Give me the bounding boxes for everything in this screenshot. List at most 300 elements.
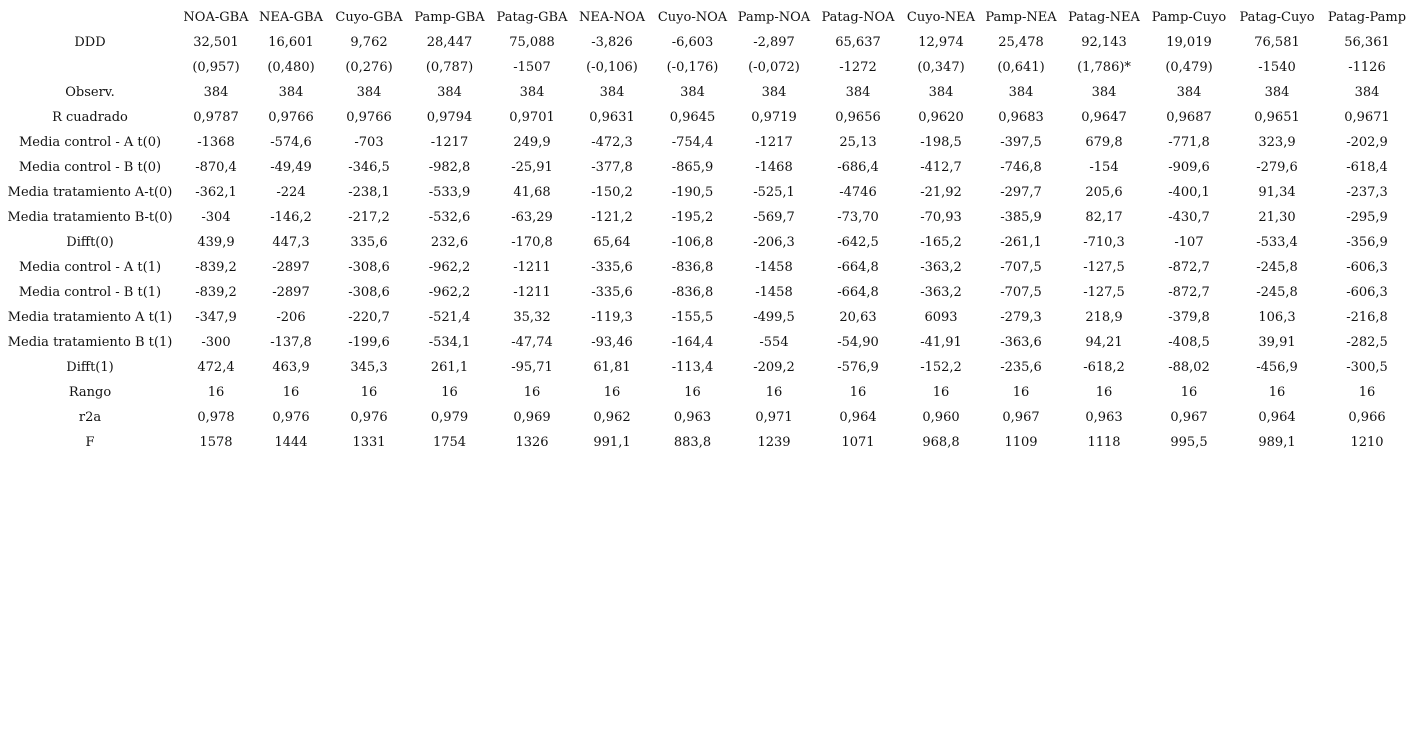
table-cell: -554	[759, 335, 789, 350]
table-cell: 249,9	[513, 135, 551, 150]
table-cell: 995,5	[1170, 435, 1208, 450]
table-cell: -642,5	[837, 235, 879, 250]
table-cell: -127,5	[1083, 260, 1125, 275]
table-cell: -150,2	[591, 185, 633, 200]
table-cell: -1211	[513, 285, 551, 300]
table-cell: -245,8	[1256, 285, 1298, 300]
table-cell: -63,29	[511, 210, 553, 225]
table-cell: 447,3	[272, 235, 310, 250]
table-cell: 0,964	[839, 410, 877, 425]
table-cell: 75,088	[509, 35, 555, 50]
table-cell: -1217	[755, 135, 793, 150]
table-cell: -1458	[755, 260, 793, 275]
table-cell: (0,479)	[1165, 60, 1213, 75]
row-label: Media control - B t(0)	[18, 160, 162, 175]
table-row	[0, 355, 1412, 380]
table-cell: (0,480)	[267, 60, 315, 75]
table-row	[0, 205, 1412, 230]
table-row	[0, 380, 1412, 405]
table-cell: 261,1	[430, 360, 469, 375]
table-cell: -199,6	[348, 335, 390, 350]
table-cell: 0,9787	[193, 110, 239, 125]
table-cell: -165,2	[920, 235, 962, 250]
table-cell: 16	[360, 385, 378, 400]
table-cell: (0,641)	[997, 60, 1045, 75]
table-cell: -1458	[755, 285, 793, 300]
table-cell: 92,143	[1081, 35, 1127, 50]
table-cell: 0,9656	[835, 110, 881, 125]
table-cell: -206	[276, 310, 306, 325]
table-cell: -1126	[1348, 60, 1386, 75]
table-cell: -107	[1174, 235, 1204, 250]
table-cell: -686,4	[837, 160, 879, 175]
table-cell: -300,5	[1346, 360, 1388, 375]
row-label: Media tratamiento A t(1)	[7, 310, 173, 325]
table-cell: 16	[1268, 385, 1286, 400]
table-cell: 106,3	[1258, 310, 1296, 325]
table-cell: -47,74	[511, 335, 553, 350]
table-cell: -237,3	[1346, 185, 1388, 200]
table-cell: -962,2	[428, 260, 471, 275]
table-cell: 0,9719	[751, 110, 797, 125]
row-label: DDD	[74, 35, 106, 50]
table-cell: -576,9	[837, 360, 879, 375]
table-cell: -245,8	[1256, 260, 1298, 275]
table-cell: 0,969	[513, 410, 551, 425]
table-cell: -703	[354, 135, 384, 150]
table-cell: -88,02	[1168, 360, 1210, 375]
table-cell: 384	[1091, 85, 1117, 100]
table-cell: 384	[845, 85, 871, 100]
table-cell: -235,6	[1000, 360, 1042, 375]
row-label: Media control - A t(0)	[18, 135, 162, 150]
table-cell: -379,8	[1168, 310, 1210, 325]
table-cell: 12,974	[918, 35, 964, 50]
table-cell: 6093	[924, 310, 958, 325]
row-label: Media tratamiento B t(1)	[7, 335, 173, 350]
table-cell: -346,5	[348, 160, 390, 175]
table-cell: 384	[1354, 85, 1380, 100]
table-cell: -532,6	[428, 210, 471, 225]
table-cell: -1217	[430, 135, 469, 150]
table-cell: -499,5	[753, 310, 795, 325]
table-cell: 0,9794	[426, 110, 473, 125]
table-cell: -198,5	[920, 135, 962, 150]
table-cell: 0,976	[272, 410, 310, 425]
row-label: Media tratamiento B-t(0)	[7, 210, 173, 225]
column-header: Pamp-NOA	[737, 10, 811, 25]
table-cell: -93,46	[591, 335, 633, 350]
table-cell: 16	[523, 385, 541, 400]
table-cell: -217,2	[348, 210, 390, 225]
table-cell: -525,1	[753, 185, 795, 200]
column-header: Pamp-Cuyo	[1151, 10, 1227, 25]
table-cell: -872,7	[1168, 260, 1210, 275]
results-table	[0, 5, 1412, 455]
table-cell: 1071	[841, 435, 875, 450]
table-cell: -304	[201, 210, 231, 225]
table-cell: 384	[680, 85, 705, 100]
table-cell: -836,8	[671, 285, 714, 300]
table-cell: -295,9	[1346, 210, 1388, 225]
table-cell: 991,1	[593, 435, 631, 450]
table-cell: -707,5	[1000, 260, 1042, 275]
table-cell: -106,8	[671, 235, 714, 250]
table-cell: -385,9	[1000, 210, 1042, 225]
table-cell: -127,5	[1083, 285, 1125, 300]
table-cell: 28,447	[426, 35, 473, 50]
table-cell: -4746	[839, 185, 877, 200]
table-cell: -1211	[513, 260, 551, 275]
table-cell: 0,9766	[346, 110, 392, 125]
table-cell: -308,6	[348, 260, 390, 275]
table-cell: 16	[603, 385, 621, 400]
table-cell: -839,2	[195, 285, 237, 300]
table-cell: 218,9	[1085, 310, 1123, 325]
table-cell: -49,49	[270, 160, 312, 175]
table-cell: 82,17	[1085, 210, 1123, 225]
table-cell: -297,7	[1000, 185, 1042, 200]
table-cell: 39,91	[1258, 335, 1296, 350]
table-cell: 16	[1358, 385, 1376, 400]
table-cell: 76,581	[1254, 35, 1300, 50]
table-cell: (-0,176)	[666, 60, 719, 75]
table-cell: 65,64	[593, 235, 631, 250]
table-cell: 0,9683	[998, 110, 1044, 125]
table-cell: 883,8	[673, 435, 712, 450]
table-cell: 16	[849, 385, 867, 400]
table-cell: 0,963	[673, 410, 712, 425]
table-cell: -865,9	[671, 160, 714, 175]
table-cell: -300	[201, 335, 231, 350]
table-cell: 384	[278, 85, 304, 100]
table-row	[0, 30, 1412, 55]
table-body	[0, 30, 1412, 455]
table-row	[0, 430, 1412, 455]
table-cell: -754,4	[671, 135, 714, 150]
table-cell: 16	[1012, 385, 1030, 400]
table-cell: 1239	[757, 435, 791, 450]
table-cell: 384	[519, 85, 545, 100]
table-cell: -521,4	[428, 310, 471, 325]
table-cell: 0,9620	[918, 110, 964, 125]
table-cell: -21,92	[920, 185, 962, 200]
table-cell: -574,6	[270, 135, 312, 150]
table-cell: 384	[599, 85, 625, 100]
column-header: Cuyo-NOA	[657, 10, 728, 25]
table-cell: 1754	[432, 435, 467, 450]
table-cell: -839,2	[195, 260, 237, 275]
column-header: Patag-NEA	[1068, 10, 1140, 25]
table-cell: -190,5	[671, 185, 714, 200]
table-cell: 16	[207, 385, 225, 400]
table-cell: -119,3	[591, 310, 633, 325]
table-cell: -533,9	[428, 185, 471, 200]
table-cell: 384	[1264, 85, 1290, 100]
row-label	[0, 55, 180, 80]
column-header: Cuyo-NEA	[906, 10, 976, 25]
table-cell: -1368	[197, 135, 235, 150]
table-cell: -534,1	[428, 335, 471, 350]
row-label: Media control - B t(1)	[18, 285, 162, 300]
table-cell: -95,71	[511, 360, 553, 375]
table-cell: 16	[282, 385, 300, 400]
table-row	[0, 180, 1412, 205]
table-cell: 16,601	[268, 35, 314, 50]
table-cell: -771,8	[1168, 135, 1210, 150]
table-cell: 16	[932, 385, 950, 400]
table-cell: 232,6	[430, 235, 469, 250]
table-cell: -1507	[513, 60, 551, 75]
table-cell: -1468	[755, 160, 793, 175]
table-row	[0, 330, 1412, 355]
table-cell: 0,9645	[669, 110, 716, 125]
table-cell: 968,8	[922, 435, 960, 450]
table-cell: -224	[276, 185, 306, 200]
table-cell: -363,2	[920, 285, 962, 300]
table-cell: 61,81	[593, 360, 631, 375]
table-cell: -154	[1089, 160, 1119, 175]
table-cell: -308,6	[348, 285, 390, 300]
table-cell: 205,6	[1085, 185, 1123, 200]
table-cell: 35,32	[513, 310, 551, 325]
table-cell: 384	[356, 85, 382, 100]
column-header: NOA-GBA	[183, 10, 249, 25]
table-cell: 41,68	[513, 185, 551, 200]
table-cell: -279,6	[1256, 160, 1298, 175]
column-header: Patag-GBA	[496, 10, 568, 25]
table-cell: -363,6	[1000, 335, 1042, 350]
table-cell: -2897	[272, 285, 310, 300]
table-cell: -664,8	[837, 285, 879, 300]
table-cell: -282,5	[1346, 335, 1388, 350]
row-label: Observ.	[65, 85, 115, 100]
table-cell: 1444	[274, 435, 308, 450]
table-cell: -397,5	[1000, 135, 1042, 150]
table-cell: 0,963	[1085, 410, 1123, 425]
table-cell: -155,5	[671, 310, 714, 325]
table-cell: -70,93	[920, 210, 962, 225]
column-header: Pamp-NEA	[985, 10, 1057, 25]
table-cell: -209,2	[753, 360, 795, 375]
table-cell: 384	[203, 85, 229, 100]
table-cell: 0,971	[755, 410, 793, 425]
table-cell: -430,7	[1168, 210, 1210, 225]
table-cell: -870,4	[195, 160, 237, 175]
table-row	[0, 130, 1412, 155]
table-cell: -412,7	[920, 160, 962, 175]
table-cell: 1326	[515, 435, 549, 450]
table-cell: 19,019	[1166, 35, 1212, 50]
table-cell: -356,9	[1346, 235, 1388, 250]
table-cell: 0,966	[1348, 410, 1386, 425]
table-row	[0, 80, 1412, 105]
table-cell: -2,897	[753, 35, 795, 50]
table-cell: (0,276)	[345, 60, 393, 75]
table-cell: 0,9766	[268, 110, 314, 125]
table-cell: -408,5	[1168, 335, 1210, 350]
table-cell: -54,90	[837, 335, 879, 350]
table-cell: -347,9	[195, 310, 237, 325]
table-cell: -261,1	[1000, 235, 1042, 250]
corner-cell	[0, 5, 180, 30]
table-cell: 384	[928, 85, 954, 100]
table-cell: 25,478	[998, 35, 1044, 50]
table-cell: -2897	[272, 260, 310, 275]
table-cell: -472,3	[591, 135, 633, 150]
table-cell: 0,9701	[509, 110, 555, 125]
table-cell: 335,6	[350, 235, 388, 250]
table-cell: 25,13	[839, 135, 877, 150]
row-label: Difft(0)	[66, 235, 114, 250]
table-cell: -6,603	[671, 35, 714, 50]
table-cell: -982,8	[428, 160, 471, 175]
table-cell: -1540	[1258, 60, 1296, 75]
table-row	[0, 105, 1412, 130]
table-cell: 345,3	[350, 360, 388, 375]
table-cell: -202,9	[1346, 135, 1388, 150]
column-header: Cuyo-GBA	[335, 10, 403, 25]
table-row	[0, 255, 1412, 280]
table-row	[0, 305, 1412, 330]
table-cell: -606,3	[1346, 260, 1388, 275]
column-header: NEA-NOA	[578, 10, 646, 25]
header-row	[0, 5, 1412, 30]
table-cell: 0,9651	[1254, 110, 1300, 125]
table-cell: -569,7	[753, 210, 795, 225]
table-cell: -618,2	[1083, 360, 1125, 375]
table-cell: 1331	[352, 435, 386, 450]
table-cell: -3,826	[591, 35, 633, 50]
table-cell: -1272	[839, 60, 877, 75]
table-cell: (0,347)	[917, 60, 965, 75]
table-cell: 384	[437, 85, 462, 100]
table-cell: 16	[765, 385, 783, 400]
table-cell: -335,6	[591, 260, 633, 275]
table-cell: -170,8	[511, 235, 553, 250]
table-cell: (0,787)	[425, 60, 474, 75]
table-cell: -664,8	[837, 260, 879, 275]
table-cell: -279,3	[1000, 310, 1042, 325]
table-cell: -146,2	[270, 210, 312, 225]
table-cell: 472,4	[197, 360, 235, 375]
table-cell: 989,1	[1258, 435, 1296, 450]
row-label: F	[85, 435, 95, 450]
table-cell: 9,762	[350, 35, 388, 50]
table-cell: -121,2	[591, 210, 633, 225]
table-cell: -195,2	[671, 210, 714, 225]
table-row	[0, 405, 1412, 430]
table-cell: 16	[1095, 385, 1113, 400]
table-cell: 0,967	[1002, 410, 1040, 425]
column-header: Patag-NOA	[821, 10, 895, 25]
table-cell: -962,2	[428, 285, 471, 300]
table-cell: 0,960	[922, 410, 960, 425]
table-row	[0, 230, 1412, 255]
table-row	[0, 280, 1412, 305]
table-cell: -707,5	[1000, 285, 1042, 300]
table-cell: -363,2	[920, 260, 962, 275]
table-cell: -606,3	[1346, 285, 1388, 300]
table-cell: -909,6	[1168, 160, 1210, 175]
table-cell: -400,1	[1168, 185, 1210, 200]
table-cell: 1578	[199, 435, 233, 450]
table-cell: -152,2	[920, 360, 962, 375]
row-label: R cuadrado	[52, 110, 128, 125]
table-cell: -164,4	[671, 335, 714, 350]
column-header: Patag-Pamp	[1327, 10, 1407, 25]
table-row	[0, 155, 1412, 180]
table-cell: 384	[1176, 85, 1202, 100]
table-cell: (-0,072)	[748, 60, 800, 75]
table-cell: -836,8	[671, 260, 714, 275]
column-header: Patag-Cuyo	[1239, 10, 1315, 25]
table-cell: 0,9687	[1166, 110, 1212, 125]
table-cell: (0,957)	[192, 60, 240, 75]
row-label: Media control - A t(1)	[18, 260, 162, 275]
table-row	[0, 55, 1412, 80]
table-cell: 0,9647	[1081, 110, 1127, 125]
table-cell: -73,70	[837, 210, 879, 225]
table-cell: 0,962	[593, 410, 631, 425]
table-cell: -710,3	[1083, 235, 1125, 250]
table-cell: 16	[1180, 385, 1198, 400]
table-cell: 16	[441, 385, 458, 400]
column-header: Pamp-GBA	[414, 10, 485, 25]
table-cell: -456,9	[1256, 360, 1298, 375]
table-cell: -746,8	[1000, 160, 1042, 175]
table-cell: -377,8	[591, 160, 633, 175]
row-label: r2a	[78, 410, 102, 425]
table-cell: 56,361	[1344, 35, 1390, 50]
table-cell: -238,1	[348, 185, 390, 200]
row-label: Difft(1)	[66, 360, 114, 375]
table-cell: -362,1	[195, 185, 237, 200]
table-cell: (1,786)*	[1077, 60, 1131, 75]
table-cell: 20,63	[839, 310, 877, 325]
table-cell: 323,9	[1258, 135, 1296, 150]
table-cell: 1118	[1087, 435, 1121, 450]
column-header: NEA-GBA	[259, 10, 323, 25]
table-cell: -872,7	[1168, 285, 1210, 300]
table-cell: -206,3	[753, 235, 795, 250]
table-cell: -137,8	[270, 335, 312, 350]
table-cell: 0,9671	[1344, 110, 1390, 125]
table-cell: 0,9631	[589, 110, 635, 125]
table-cell: 1109	[1004, 435, 1038, 450]
table-cell: 0,967	[1170, 410, 1208, 425]
table-cell: 21,30	[1258, 210, 1296, 225]
row-label: Media tratamiento A-t(0)	[7, 185, 173, 200]
row-label: Rango	[68, 385, 112, 400]
table-cell: 0,979	[430, 410, 469, 425]
table-cell: 32,501	[193, 35, 239, 50]
table-cell: -41,91	[920, 335, 962, 350]
table-cell: 1210	[1350, 435, 1384, 450]
table-cell: 679,8	[1085, 135, 1123, 150]
table-cell: 0,978	[197, 410, 235, 425]
table-cell: (-0,106)	[586, 60, 638, 75]
table-cell: 384	[761, 85, 787, 100]
table-cell: 16	[684, 385, 701, 400]
table-cell: 463,9	[272, 360, 310, 375]
table-cell: -113,4	[671, 360, 714, 375]
table-cell: 0,964	[1258, 410, 1296, 425]
table-cell: 65,637	[835, 35, 881, 50]
table-cell: 0,976	[350, 410, 388, 425]
table-cell: 91,34	[1258, 185, 1296, 200]
table-cell: -533,4	[1256, 235, 1298, 250]
